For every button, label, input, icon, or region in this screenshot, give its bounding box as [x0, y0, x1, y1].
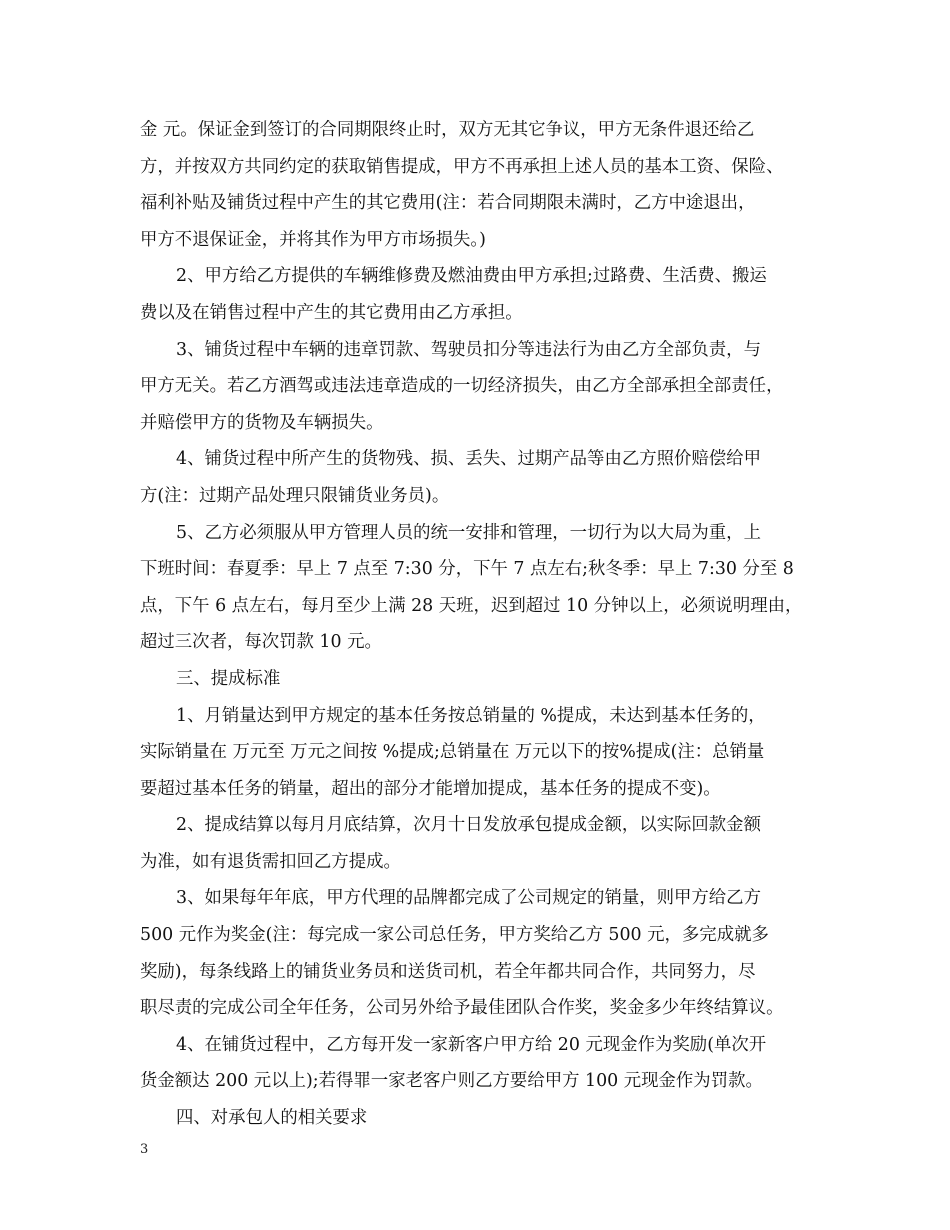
text-line: 为准，如有退货需扣回乙方提成。: [140, 851, 401, 872]
text-line: 并赔偿甲方的货物及车辆损失。: [140, 412, 384, 433]
text-line: 货金额达 200 元以上);若得罪一家老客户则乙方要给甲方 100 元现金作为罚款。: [140, 1071, 763, 1092]
text-line: 4、在铺货过程中，乙方每开发一家新客户甲方给 20 元现金作为奖励(单次开: [176, 1034, 767, 1055]
text-line: 1、月销量达到甲方规定的基本任务按总销量的 %提成，未达到基本任务的，: [176, 705, 766, 726]
text-line: 超过三次者，每次罚款 10 元。: [140, 632, 382, 653]
document-body: [140, 112, 825, 1137]
text-line: 金 元。保证金到签订的合同期限终止时，双方无其它争议，甲方无条件退还给乙: [140, 120, 755, 140]
text-line: 奖励)，每条线路上的铺货业务员和送货司机，若全年都共同合作，共同努力，尽: [140, 961, 756, 982]
text-line: 福利补贴及铺货过程中产生的其它费用(注：若合同期限未满时，乙方中途退出，: [140, 193, 756, 214]
text-line: 下班时间：春夏季：早上 7 点至 7:30 分，下午 7 点左右;秋冬季：早上 7:30 分至 8: [140, 559, 794, 580]
text-line: 点，下午 6 点左右，每月至少上满 28 天班，迟到超过 10 分钟以上，必须说明理由，: [140, 595, 803, 616]
text-line: 职尽责的完成公司全年任务，公司另外给予最佳团队合作奖，奖金多少年终结算议。: [140, 998, 784, 1019]
text-line: 方，并按双方共同约定的获取销售提成，甲方不再承担上述人员的基本工资、保险、: [140, 156, 784, 177]
text-line: 2、提成结算以每月月底结算，次月十日发放承包提成金额，以实际回款金额: [176, 815, 761, 836]
text-line: 要超过基本任务的销量，超出的部分才能增加提成，基本任务的提成不变)。: [140, 778, 721, 799]
text-line: 方(注：过期产品处理只限铺货业务员)。: [140, 485, 450, 506]
text-line: 2、甲方给乙方提供的车辆维修费及燃油费由甲方承担;过路费、生活费、搬运: [176, 266, 767, 287]
page-number: 3: [140, 1142, 149, 1157]
text-line: 5、乙方必须服从甲方管理人员的统一安排和管理，一切行为以大局为重，上: [176, 522, 761, 543]
text-line: 甲方无关。若乙方酒驾或违法违章造成的一切经济损失，由乙方全部承担全部责任，: [140, 376, 784, 397]
text-line: 3、铺货过程中车辆的违章罚款、驾驶员扣分等违法行为由乙方全部负责，与: [176, 339, 761, 360]
text-line: 实际销量在 万元至 万元之间按 %提成;总销量在 万元以下的按%提成(注：总销量: [140, 742, 765, 763]
text-line: 四、对承包人的相关要求: [176, 1108, 368, 1129]
text-line: 甲方不退保证金，并将其作为甲方市场损失。): [140, 229, 486, 250]
text-line: 三、提成标准: [176, 668, 281, 689]
text-line: 4、铺货过程中所产生的货物残、损、丢失、过期产品等由乙方照价赔偿给甲: [176, 449, 761, 470]
text-line: 500 元作为奖金(注：每完成一家公司总任务，甲方奖给乙方 500 元，多完成就多: [140, 925, 769, 946]
text-line: 3、如果每年年底，甲方代理的品牌都完成了公司规定的销量，则甲方给乙方: [176, 888, 761, 909]
text-line: 费以及在销售过程中产生的其它费用由乙方承担。: [140, 302, 523, 323]
